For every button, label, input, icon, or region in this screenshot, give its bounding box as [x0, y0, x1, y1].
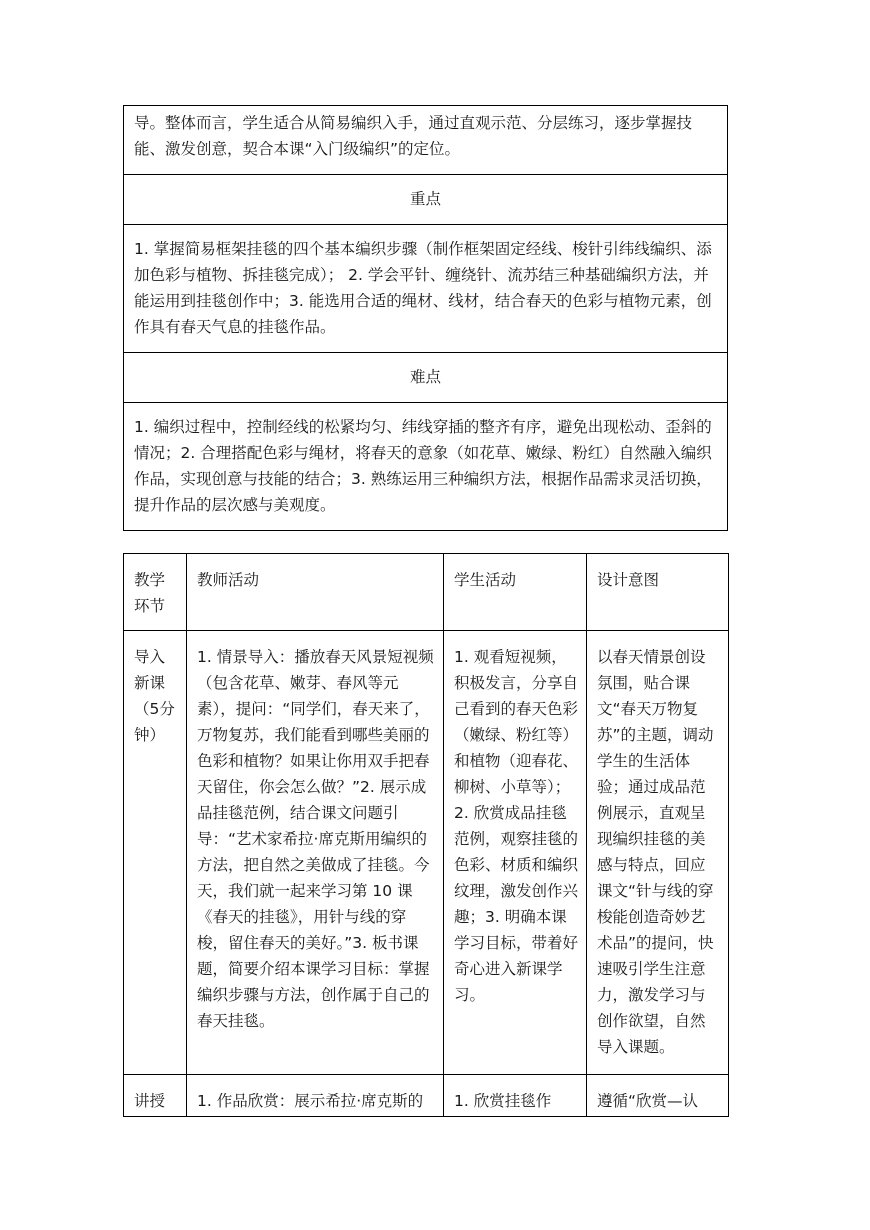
- student-text: 1. 观看短视频，积极发言，分享自己看到的春天色彩（嫩绿、粉红等）和植物（迎春花、柳树、小草等）；2. 欣赏成品挂毯范例，观察挂毯的色彩、材质和编织纹理，激发创作兴趣；3. 明确本课学习目标，带着好奇心进入新课学习。: [454, 648, 579, 1004]
- header-student-activity: 学生活动: [444, 554, 587, 631]
- key-points-heading: 重点: [124, 175, 728, 225]
- intent-cell: [587, 631, 729, 1075]
- intent-cell: [587, 1075, 729, 1117]
- intent-text: 以春天情景创设氛围，贴合课文“春天万物复苏”的主题，调动学生的生活体验；通过成品范例展示，直观呈现编织挂毯的美感与特点，回应课文“针与线的穿梭能创造奇妙艺术品”的提问，快速吸引学生注意力，激发学习与创作欲望，自然导入课题。: [597, 648, 714, 1056]
- teacher-cell: [187, 1075, 444, 1117]
- table-row: [124, 631, 729, 1075]
- teacher-text: 1. 情景导入：播放春天风景短视频（包含花草、嫩芽、春风等元素），提问：“同学们，春天来了，万物复苏，我们能看到哪些美丽的色彩和植物？如果让你用双手把春天留住，你会怎么做？”2. 展示成品挂毯范例，结合课文问题引导：“艺术家希拉·席克斯用编织的方法，把自然之美做成了挂毯。今天，我们就一起来学习第 10 课《春天的挂毯》，用针与线的穿梭，留住春天的美好。”3. 板书课题，简要介绍本课学习目标：掌握编织步骤与方法，创作属于自己的春天挂毯。: [197, 648, 434, 1030]
- student-cell: [444, 1075, 587, 1117]
- header-teacher-activity: 教师活动: [187, 554, 444, 631]
- teacher-text: 1. 作品欣赏：展示希拉·席克斯的: [197, 1092, 424, 1110]
- key-points-text: 1. 掌握简易框架挂毯的四个基本编织步骤（制作框架固定经线、梭针引纬线编织、添加色彩与植物、拆挂毯完成）； 2. 学会平针、缠绕针、流苏结三种基础编织方法，并能运用到挂毯创作中；3. 能选用合适的绳材、线材，结合春天的色彩与植物元素，创作具有春天气息的挂毯作品。: [134, 240, 712, 336]
- summary-table: [123, 105, 728, 531]
- difficulties-text: 1. 编织过程中，控制经线的松紧均匀、纬线穿插的整齐有序，避免出现松动、歪斜的情况；2. 合理搭配色彩与绳材，将春天的意象（如花草、嫩绿、粉红）自然融入编织作品，实现创意与技能的结合；3. 熟练运用三种编织方法，根据作品需求灵活切换，提升作品的层次感与美观度。: [134, 418, 712, 514]
- difficulties-heading: 难点: [124, 353, 728, 403]
- intro-paragraph: [124, 106, 728, 175]
- intro-text: 导。整体而言，学生适合从简易编织入手，通过直观示范、分层练习，逐步掌握技能、激发创意，契合本课“入门级编织”的定位。: [134, 114, 693, 158]
- stage-text: 讲授: [134, 1092, 166, 1110]
- teaching-process-table: [123, 553, 729, 1117]
- difficulties-cell: [124, 403, 728, 531]
- table-row: [124, 1075, 729, 1117]
- student-text: 1. 欣赏挂毯作: [454, 1092, 552, 1110]
- key-points-cell: [124, 225, 728, 353]
- stage-cell: [124, 631, 187, 1075]
- header-stage: 教学环节: [124, 554, 187, 631]
- table-header-row: [124, 554, 729, 631]
- intent-text: 遵循“欣赏—认: [597, 1092, 699, 1110]
- stage-text: 导入新课（5分钟）: [134, 648, 175, 744]
- stage-cell: [124, 1075, 187, 1117]
- teacher-cell: [187, 631, 444, 1075]
- header-design-intent: 设计意图: [587, 554, 729, 631]
- student-cell: [444, 631, 587, 1075]
